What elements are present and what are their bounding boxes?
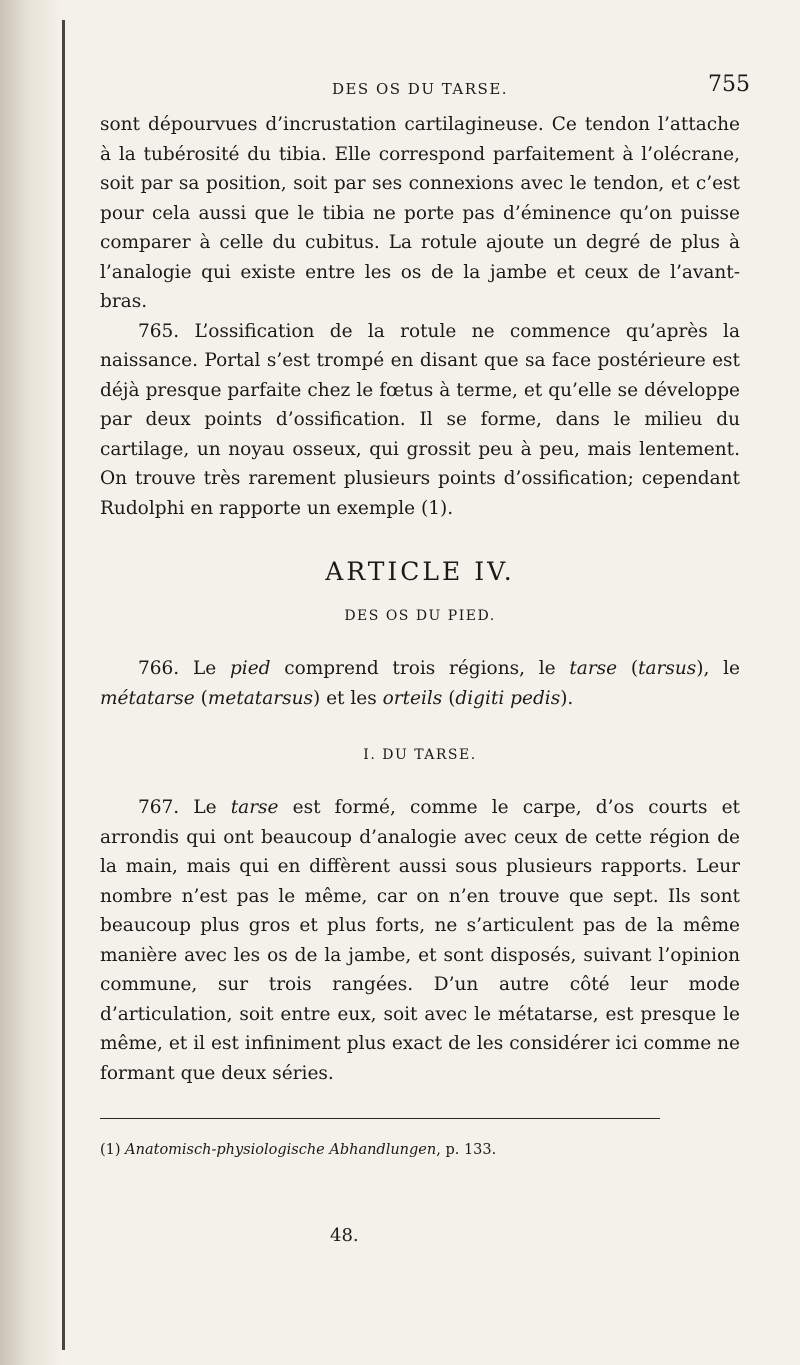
- paragraph-766: [100, 654, 740, 713]
- paragraph-767: [100, 793, 740, 1088]
- binding-gutter: [0, 0, 60, 1365]
- text-run: comprend trois régions, le: [270, 658, 570, 679]
- text-run: est formé, comme le carpe, d’os courts et arrondis qui ont beaucoup d’analogie avec ceux de cette région de la main, mais qui en diffèrent aussi sous plusieurs rapports. Leur nombre n’est pas le même, car on n’en trouve que sept. Ils sont beaucoup plus gros et plus forts, ne s’articulent pas de la même manière avec les os de la jambe, et sont disposés, suivant l’opinion commune, sur trois rangées. D’un autre côté leur mode d’articulation, soit entre eux, soit avec le métatarse, est presque le même, et il est infiniment plus exact de les considérer ici comme ne formant que deux séries.: [100, 797, 740, 1084]
- text-run: (: [442, 687, 456, 709]
- text-run: (: [617, 658, 639, 679]
- paragraph-765: 765. L’ossification de la rotule ne commence qu’après la naissance. Portal s’est trompé en disant que sa face postérieure est déjà presque parfaite chez le fœtus à terme, et qu’elle se développe par deux points d’ossification. Il se forme, dans le milieu du cartilage, un noyau osseux, qui grossit peu à peu, mais lentement. On trouve très rarement plusieurs points d’ossification; cependant Rudolphi en rapporte un exemple (1).: [100, 320, 740, 519]
- paragraph-rotule-tendon: sont dépourvues d’incrustation cartilagineuse. Ce tendon l’attache à la tubérosité du tibia. Elle correspond parfaitement à l’olécrane, soit par sa position, soit par ses connexions avec le tendon, et c’est pour cela aussi que le tibia ne porte pas d’éminence qu’on puisse comparer à celle du cubitus. La rotule ajoute un degré de plus à l’analogie qui existe entre les os de la jambe et ceux de l’avant-bras.: [100, 114, 740, 312]
- book-page: [100, 70, 750, 1161]
- page-number: 755: [708, 72, 750, 97]
- italic-term: orteils: [382, 687, 443, 709]
- italic-term: métatarse: [100, 687, 195, 709]
- italic-term: metatarsus: [207, 687, 313, 709]
- footnote-marker: (1): [100, 1142, 126, 1158]
- italic-term: tarse: [230, 797, 279, 818]
- text-run: ) et les: [313, 687, 383, 709]
- text-run: (: [194, 687, 208, 709]
- running-title: DES OS DU TARSE.: [331, 80, 509, 98]
- footnote-rule: [100, 1118, 660, 1119]
- text-run: 766. Le: [138, 658, 230, 679]
- text-run: 767. Le: [138, 797, 231, 818]
- running-head: [100, 70, 750, 110]
- footnote-source: Anatomisch-physiologische Abhandlungen: [125, 1142, 437, 1158]
- signature-mark: 48.: [330, 1225, 359, 1246]
- binding-edge: [62, 20, 65, 1350]
- subsection-title: I. DU TARSE.: [363, 747, 477, 763]
- italic-term: tarsus: [638, 658, 697, 679]
- text-run: ), le: [696, 658, 741, 679]
- section-title: DES OS DU PIED.: [344, 608, 496, 624]
- text-run: ).: [560, 687, 574, 709]
- footnote-page: , p. 133.: [436, 1142, 497, 1158]
- italic-term: pied: [229, 658, 271, 679]
- italic-term: digiti pedis: [455, 687, 561, 709]
- article-title: ARTICLE IV.: [325, 557, 515, 586]
- footnote: [100, 1139, 740, 1161]
- italic-term: tarse: [569, 658, 618, 679]
